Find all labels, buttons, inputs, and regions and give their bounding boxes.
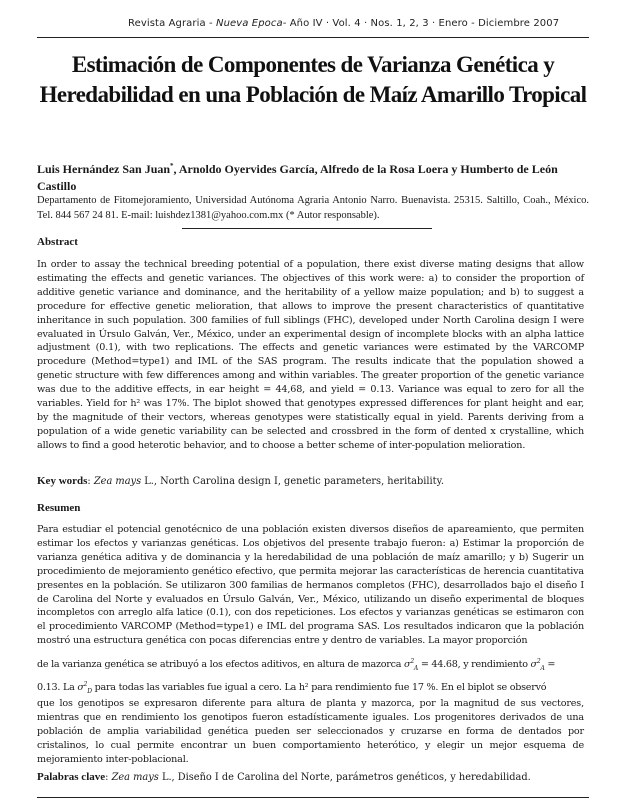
key-words-species: Zea mays: [93, 476, 142, 487]
abstract-text: In order to assay the technical breeding potential of a population, there exist diverse mating designs that allow estimating the effects and genetic variances. The objectives of this work were: a) to consider the proportion of additive genetic variance and dominance, and the heritability of a yellow maize population; and b) to suggest a procedure for effective genetic melioration, that allows to improve the present characteristics of quantitative inheritance in such population. 300 families of full siblings (FHC), developed under North Carolina design I were evaluated in Úrsulo Galván, Ver., México, under an experimental design of incomplete blocks with an alpha lattice adjustment (0.1), with two replications. The effects and genetic variances were estimated by the VARCOMP procedure (Method=type1) and IML of the SAS program. The results indicate that the population showed a genetic structure with few differences among and within variables. The greater proportion of the genetic variance was due to the additive effects, in ear height = 44,68, and yield = 0.13. Variance was equal to zero for all the variables. Yield for h² was 17%. The biplot showed that genotypes expressed differences for plant height and ear, by the magnitude of their vectors, whereas genotypes were statistically equal in yield. Parents deriving from a population of a wide genetic variability can be selected and crossbred in the form of dented x crystalline, which allows to find a good heterotic behavior, and to choose a better scheme of inter-population melioration.: [37, 259, 584, 451]
other-authors: , Arnoldo Oyervides García, Alfredo de la Rosa Loera y Humberto de León Castillo: [37, 162, 558, 193]
resumen-val-b: =: [544, 659, 556, 671]
corresponding-mark: *: [170, 162, 174, 170]
author-list: [37, 158, 589, 195]
palabras-clave-label: Palabras clave: [37, 771, 106, 783]
sigma-a-symbol-1: $\sigma^2_A$: [404, 658, 419, 673]
resumen-heading: Resumen: [37, 502, 81, 514]
journal-name: Revista Agraria -: [128, 18, 216, 29]
palabras-clave-list: L., Diseño I de Carolina del Norte, parámetros genéticos, y heredabilidad.: [158, 772, 531, 783]
resumen-line-b: 0.13. La: [37, 682, 78, 694]
paper-title: Estimación de Componentes de Varianza Genética y Heredabilidad en una Población de Maíz Amarillo Tropical: [39, 52, 587, 107]
resumen-line-b2: para todas las variables fue igual a cero. La h² para rendimiento fue 17 %. En el biplot se observó: [91, 682, 547, 694]
key-words-label: Key words: [37, 475, 88, 487]
first-author: Luis Hernández San Juan: [37, 162, 171, 176]
running-header: [128, 18, 588, 29]
abstract-heading: Abstract: [37, 236, 78, 248]
affiliation-rule: [182, 228, 432, 229]
palabras-clave-species: Zea mays: [111, 772, 159, 783]
footer-rule: [37, 797, 589, 798]
resumen-sigma-line-1: [37, 654, 584, 677]
resumen-paragraph-2: que los genotipos se expresaron diferente para altura de planta y mazorca, por la magnitud de sus vectores, mientras que en rendimiento los genotipos fueron estadísticamente iguales. Los progenitores derivados de una población de amplia variabilidad genética pueden ser seleccionados y cruzarse en forma de dentados por cristalinos, lo cual permite encontrar un buen comportamiento heterótico, y elegir un mejor esquema de mejoramiento inter-poblacional.: [37, 698, 584, 765]
key-words-list: L., North Carolina design I, genetic parameters, heritability.: [141, 476, 444, 487]
journal-series: Nueva Epoca: [216, 18, 283, 29]
key-words: Key words: Zea mays L., North Carolina design I, genetic parameters, heritability.: [37, 475, 444, 487]
affiliation: Departamento de Fitomejoramiento, Universidad Autónoma Agraria Antonio Narro. Buenavista. 25315. Saltillo, Coah., México. Tel. 844 567 24 81. E-mail: luishdez1381@yahoo.com.mx (* Autor responsable).: [37, 195, 589, 221]
issue-info: - Año IV · Vol. 4 · Nos. 1, 2, 3 · Enero - Diciembre 2007: [282, 18, 560, 29]
sigma-d-symbol: $\sigma^2_D$: [77, 681, 92, 696]
resumen-paragraph-1: Para estudiar el potencial genotécnico de una población existen diversos diseños de apareamiento, que permiten estimar los efectos y varianzas genéticas. Los objetivos del presente trabajo fueron: a) Estimar la proporción de varianza genética aditiva y de dominancia y la heredabilidad de una población de maíz amarillo; y b) Sugerir un procedimiento de mejoramiento genético efectivo, que permita mejorar las características de herencia cuantitativa presentes en la población. Se utilizaron 300 familias de hermanos completos (FHC), desarrollados bajo el diseño I de Carolina del Norte y evaluados en Úrsulo Galván, Ver., México, utilizando un diseño experimental de bloques incompletos con arreglo alfa latice (0.1), con dos repeticiones. Los efectos y varianzas genéticas se estimaron con el procedimiento VARCOMP (Method=type1) e IML del programa SAS. Los resultados indicaron que la población mostró una estructura genética con pocas diferencias entre y dentro de variables. La mayor proporción: [37, 524, 584, 647]
resumen-val-a: = 44.68, y rendimiento: [418, 659, 531, 671]
resumen-line-a: de la varianza genética se atribuyó a los efectos aditivos, en altura de mazorca: [37, 659, 405, 671]
header-rule: [37, 37, 589, 38]
sigma-a-symbol-2: $\sigma^2_A$: [530, 658, 545, 673]
palabras-clave: Palabras clave: Zea mays L., Diseño I de Carolina del Norte, parámetros genéticos, y heredabilidad.: [37, 771, 531, 783]
